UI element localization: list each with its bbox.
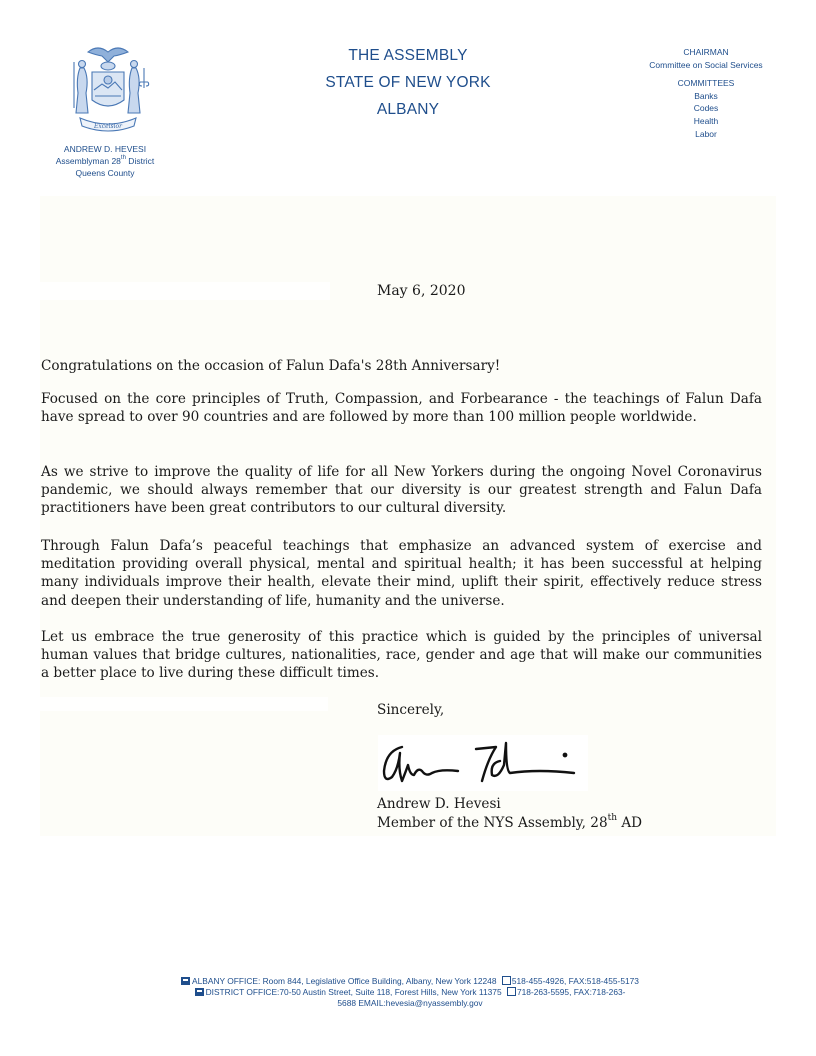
mailbox-icon [181,977,190,985]
committees-block [620,46,792,140]
signer-title-suffix: AD [617,814,643,831]
redacted-area [40,697,328,711]
contact-email[interactable]: EMAIL:hevesia@nyassembly.gov [356,998,483,1008]
representative-block [30,143,180,179]
committee-item: Labor [695,128,717,139]
letter-paragraph: As we strive to improve the quality of life for all New Yorkers during the ongoing Novel Coronavirus pandemic, we should always remember that our diversity is our greatest strength and Falun Dafa practitioners have been great contributors to our cultural diversity. [41,464,762,517]
representative-county: Queens County [75,168,135,178]
district-phone: 718-263-5595 [516,987,570,997]
district-fax-rest: 5688 [337,998,357,1008]
signer-title [377,814,642,833]
footer-contact [140,976,680,1009]
district-fax: , FAX:718-263- [569,987,626,997]
signer-title-sup: th [607,812,618,823]
albany-phone: 518-455-4926 [511,976,564,986]
email-line [140,998,680,1009]
albany-office-address: ALBANY OFFICE: Room 844, Legislative Office Building, Albany, New York 12248 [192,976,497,986]
letterhead-title-line: ALBANY [376,101,440,118]
signer-block [377,795,642,832]
signer-title-prefix: Member of the NYS Assembly, 28 [377,814,608,831]
letterhead-title-line: THE ASSEMBLY [348,47,468,64]
committee-item: Health [693,115,719,126]
letterhead-title [290,42,526,123]
seal-motto: Excelsior [93,123,122,130]
albany-office-line [140,976,680,987]
committee-item: Codes [693,103,719,114]
phone-icon [507,987,516,996]
letter-paragraph: Let us embrace the true generosity of this practice which is guided by the principles of universal human values that bridge cultures, nationalities, race, gender and age that will make our communities a better place to live during these difficult times. [41,629,762,682]
representative-name: ANDREW D. HEVESI [63,144,147,154]
letter-closing: Sincerely, [377,702,445,718]
redacted-area [40,282,330,300]
letter-paragraph: Congratulations on the occasion of Falun Dafa's 28th Anniversary! [41,358,501,374]
letter-paragraph: Through Falun Dafa’s peaceful teachings that emphasize an advanced system of exercise and meditation providing overall physical, mental and spiritual health; it has been successful at helping many individuals improve their health, elevate their mind, uplift their spirit, effectively reduce stress and deepen their understanding of life, humanity and the universe. [41,538,762,609]
new-york-state-seal-icon [58,38,158,138]
letterhead-title-line: STATE OF NEW YORK [325,74,491,91]
chairman-committee: Committee on Social Services [649,59,763,70]
letter-date: May 6, 2020 [377,283,466,299]
district-office-address: DISTRICT OFFICE:70-50 Austin Street, Suite 118, Forest Hills, New York 11375 [205,987,502,997]
chairman-label: CHAIRMAN [683,47,729,57]
letter-paragraph: Focused on the core principles of Truth, Compassion, and Forbearance - the teachings of Falun Dafa have spread to over 90 countries and are followed by more than 100 million people worldwide. [41,391,762,426]
handwritten-signature-icon [378,735,588,791]
district-office-line [140,987,680,998]
committee-item: Banks [694,90,718,101]
mailbox-icon [195,988,204,996]
representative-title-sup: th [120,155,126,161]
representative-title [30,155,180,167]
signer-name: Andrew D. Hevesi [377,796,501,812]
albany-fax: , FAX:518-455-5173 [563,976,639,986]
representative-title-rest: District [125,156,155,166]
representative-title-prefix: Assemblyman 28 [55,156,121,166]
committees-label: COMMITTEES [677,78,735,89]
seal-container [40,38,175,138]
phone-icon [502,976,511,985]
